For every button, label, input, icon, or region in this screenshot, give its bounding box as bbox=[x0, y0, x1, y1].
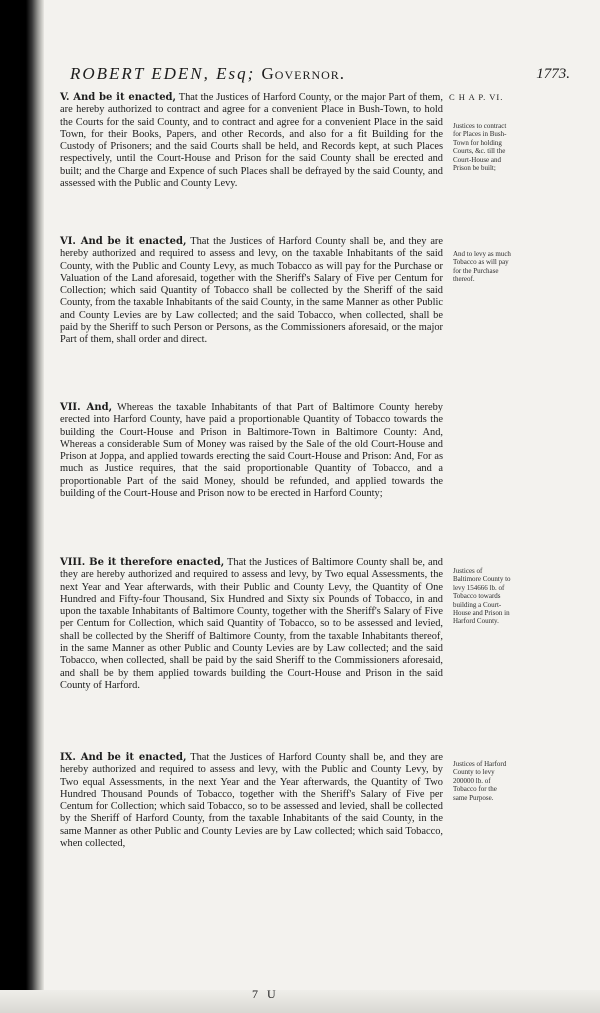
section-6-text: That the Justices of Harford County shall be, and they are hereby authorized and required to assess and levy, on the taxable Inhabitants of the said County, with the Public and County Levy, as much Tobacco as will pay for the Purchase or Valuation of the Land aforesaid, together with the Sheriff's Salary of Five per Centum for Collection; which said Quantity of Tobacco shall be collected by the Sheriff of the said County, from the taxable Inhabitants of the said County, in the same Manner as other Public and County Levies are by Law collected; and the said Tobacco, when collected, shall be paid by the Sheriff to such Person or Persons, as the Commissioners aforesaid, or the major Part of them, shall order and direct. bbox=[60, 236, 443, 346]
marginal-note-2: And to levy as much Tobacco as will pay for the Purchase thereof. bbox=[453, 250, 511, 284]
marginal-note-4: Justices of Harford County to levy 200000 lb. of Tobacco for the same Purpose. bbox=[453, 760, 507, 802]
section-5-text: That the Justices of Harford County, or the major Part of them, are hereby authorized to contract and agree for a convenient Place in Bush-Town, to hold the Courts for the said County, and to contract and agree for a convenient Place in the said Town, for their Books, Papers, and other Records, and also for a fit Building for the Custody of Prisoners; and the said Courts shall be held, and Records kept, at such Places respectively, until the Court-House and Prison for the said County shall be erected and built; and the Charge and Expence of such Places shall be defrayed by the said County, and assessed with the Public and County Levy. bbox=[60, 92, 443, 190]
running-head-name: ROBERT EDEN, bbox=[70, 64, 210, 83]
section-9-lead: IX. And be it enacted, bbox=[60, 752, 187, 763]
section-7-lead: VII. And, bbox=[60, 402, 113, 413]
running-head-governor: Governor. bbox=[261, 64, 346, 83]
section-5 bbox=[60, 92, 443, 190]
section-8-text: That the Justices of Baltimore County shall be, and they are hereby authorized and required to assess and levy, by Two equal Assessments, the next Year and Year afterwards, with their Public and County Levy, the Quantity of One Hundred and Fifty-four Thousand, Six Hundred and Sixty six Pounds of Tobacco, in and upon the taxable Inhabitants of Baltimore County, together with the Sheriff's Salary of Five per Centum for Collection, which said Quantity of Tobacco, so to be assessed and levied, shall be collected by the Sheriff of Baltimore County, from the taxable Inhabitants thereof, in the same Manner as other Public and County Levies are by Law collected; and the said Tobacco, when collected, shall be paid by the said Sheriff to the Commissioners aforesaid, and shall be by them applied towards building the Court-House and Prison in the said County of Harford. bbox=[60, 557, 443, 691]
marginal-note-3: Justices of Baltimore County to levy 154666 lb. of Tobacco towards building a Court-House and Prison in Harford County. bbox=[453, 567, 511, 626]
section-6-lead: VI. And be it enacted, bbox=[60, 236, 187, 247]
section-9-text: That the Justices of Harford County shall be, and they are hereby authorized and required to assess and levy, with the Public and County Levy, by Two equal Assessments, in the next Year and the Year afterwards, the Quantity of Two Hundred Thousand Pounds of Tobacco, together with the Sheriff's Salary of Five per Centum for Collection; which said Tobacco, so to be assessed and levied, shall be collected by the Sheriff of Harford County, from the taxable Inhabitants of the said County, in the same Manner as other Public and County Levies are by Law collected; which said Tobacco, when collected, bbox=[60, 752, 443, 850]
page-header bbox=[70, 64, 570, 90]
book-binding-shadow bbox=[0, 0, 44, 1013]
section-6 bbox=[60, 236, 443, 347]
section-9 bbox=[60, 752, 443, 850]
signature-mark: 7 U bbox=[252, 987, 279, 1001]
page-bottom-edge bbox=[0, 990, 600, 1013]
running-head-esq: Esq; bbox=[216, 64, 256, 83]
section-8 bbox=[60, 557, 443, 692]
section-5-lead: V. And be it enacted, bbox=[60, 92, 177, 103]
page-year: 1773. bbox=[536, 66, 570, 82]
section-8-lead: VIII. Be it therefore enacted, bbox=[60, 557, 225, 568]
running-head bbox=[70, 64, 345, 84]
marginal-note-1: Justices to contract for Places in Bush-Town for holding Courts, &c. till the Court-House and Prison be built; bbox=[453, 122, 507, 173]
section-7-text: Whereas the taxable Inhabitants of that Part of Baltimore County hereby erected into Harford County, have paid a proportionable Quantity of Tobacco towards the building the Court-House and Prison in Baltimore-Town in Baltimore County: And, Whereas a considerable Sum of Money was raised by the Sale of the old Court-House and Prison at Joppa, and applied towards erecting the said Court-House and Prison: And, For as much as Justice requires, that the said proportionable Quantity of Tobacco, and a proportionable Part of the said Money, should be refunded, and applied towards the building of the Court-House and Prison now to be erected in Harford County; bbox=[60, 402, 443, 500]
section-7 bbox=[60, 402, 443, 500]
chapter-label: C H A P. VI. bbox=[449, 92, 504, 102]
